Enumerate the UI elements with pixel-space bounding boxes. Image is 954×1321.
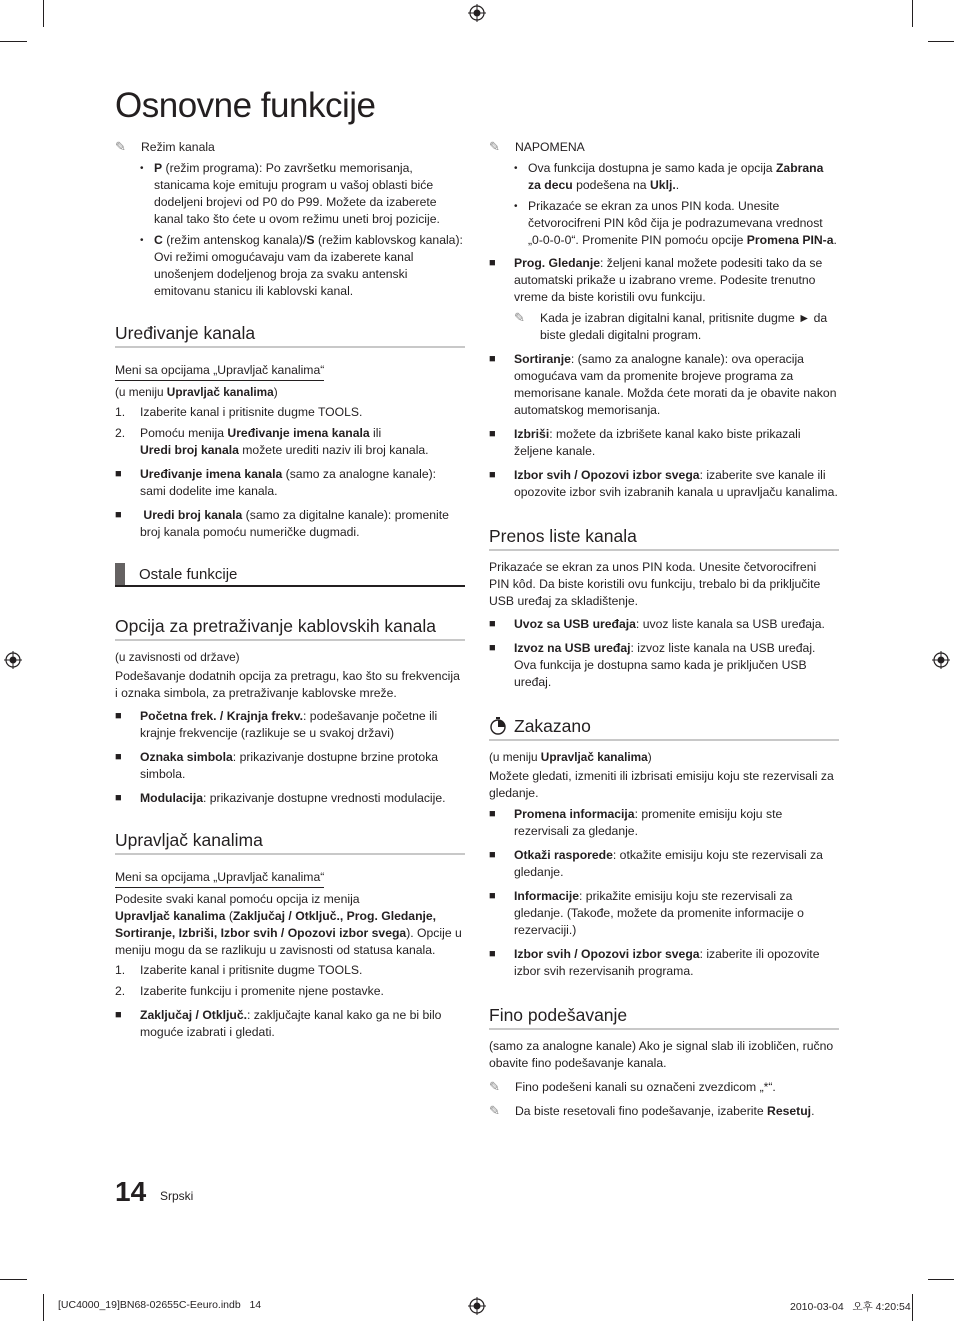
step: 1. Izaberite kanal i pritisnite dugme TOOLS. bbox=[115, 405, 363, 419]
pencil-note-icon: ✎ bbox=[115, 139, 126, 154]
list-item: ■ Sortiranje: (samo za analogne kanale): ova operacija omogućava vam da promenite brojeve programa za memorisane kanale. Možda ćete morati da je obavite nakon automatskog memorisanja. bbox=[489, 352, 837, 417]
list-item: ■ Izbor svih / Opozovi izbor svega: izaberite sve kanale ili opozovite izbor svih izabranih kanala u upravljaču kanalima. bbox=[489, 468, 838, 499]
page-title: Osnovne funkcije bbox=[115, 86, 376, 125]
section-heading: Prenos liste kanala bbox=[489, 525, 839, 551]
list-item: ■ Izbor svih / Opozovi izbor svega: izaberite ili opozovite izbor svih rezervisanih programa. bbox=[489, 947, 820, 978]
list-item: ■ Uređivanje imena kanala (samo za analogne kanale): sami dodelite ime kanala. bbox=[115, 467, 437, 498]
paragraph: Podesite svaki kanal pomoću opcija iz menija Upravljač kanalima (Zaključaj / Otključ., Prog. Gledanje, Sortiranje, Izbriši, Izbor svih / Opozovi izbor svega). Opcije u meniju mogu da se razlikuju u zavisnosti od statusa kanala. bbox=[115, 892, 462, 957]
square-bullet-icon: ■ bbox=[115, 468, 122, 480]
list-item: ■ Zaključaj / Otključ.: zaključajte kanal kako ga ne bi bilo moguće izabrati i gledati. bbox=[115, 1008, 442, 1039]
list-item: • Prikazaće se ekran za unos PIN koda. Unesite četvorocifreni PIN kôd čija je podrazumevana vrednost „0-0-0-0“. Promenite PIN pomoću opcije Promena PIN-a. bbox=[514, 199, 837, 247]
pencil-note-icon: ✎ bbox=[489, 1079, 500, 1094]
description: (režim kablovskog kanala): Ovi režimi omogućavaju vam da izaberete kanal unošenjem dodeljenog broja za svaku antenski emitovanu stanicu ili kablovski kanal. bbox=[154, 233, 463, 298]
bullet-icon: • bbox=[140, 163, 144, 174]
section-heading: Fino podešavanje bbox=[489, 1004, 839, 1030]
footer-date: 2010-03-04 오후 4:20:54 bbox=[790, 1301, 911, 1313]
crop-mark bbox=[912, 0, 913, 27]
section-heading: Opcija za pretraživanje kablovskih kanala bbox=[115, 615, 465, 641]
list-item: • Ova funkcija dostupna je samo kada je opcija Zabrana za decu podešena na Uklj.. bbox=[514, 161, 824, 192]
square-bullet-icon: ■ bbox=[115, 710, 122, 722]
crop-mark bbox=[928, 41, 954, 42]
pencil-note-icon: ✎ bbox=[489, 139, 500, 154]
description: (režim programa): Po završetku memorisanja, stanicama koje emituju program u vašoj oblasti biće dodeljeni brojevi od P0 do P99. Možete da izaberete kanal tako što ćete u ovom režimu uneti broj pozicije. bbox=[154, 161, 440, 226]
square-bullet-icon: ■ bbox=[115, 792, 122, 804]
pencil-note-icon: ✎ bbox=[489, 1103, 500, 1118]
list-item: ■ Otkaži rasporede: otkažite emisiju koju ste rezervisali za gledanje. bbox=[489, 848, 823, 879]
list-item: ■ Uvoz sa USB uređaja: uvoz liste kanala sa USB uređaja. bbox=[489, 617, 825, 631]
term: S bbox=[306, 233, 315, 247]
mode-note bbox=[115, 139, 465, 156]
square-bullet-icon: ■ bbox=[115, 509, 122, 521]
square-bullet-icon: ■ bbox=[115, 751, 122, 763]
context-line: (u meniju Upravljač kanalima) bbox=[489, 750, 652, 764]
sub-note: ✎ Kada je izabran digitalni kanal, pritisnite dugme ► da biste gledali digitalni program. bbox=[514, 310, 828, 342]
language-label: Srpski bbox=[160, 1189, 194, 1203]
crop-mark bbox=[0, 41, 27, 42]
term: C bbox=[154, 233, 163, 247]
note-text: Režim kanala bbox=[141, 140, 215, 154]
square-bullet-icon: ■ bbox=[115, 1009, 122, 1021]
square-bullet-icon: ■ bbox=[489, 642, 496, 654]
paragraph: Možete gledati, izmeniti ili izbrisati emisiju koju ste rezervisali za gledanje. bbox=[489, 769, 834, 800]
registration-mark-icon bbox=[4, 651, 22, 669]
square-bullet-icon: ■ bbox=[489, 890, 496, 902]
registration-mark-icon bbox=[468, 1297, 486, 1315]
list-item: ■ Prog. Gledanje: željeni kanal možete podesiti tako da se automatski prikaže u izabrano vreme. Podesite trenutno vreme da biste koristili ovu funkciju. bbox=[489, 256, 823, 304]
bullet-icon: • bbox=[140, 235, 144, 246]
description: (režim antenskog kanala)/ bbox=[162, 233, 307, 247]
context-line: (u meniju Upravljač kanalima) bbox=[115, 385, 278, 399]
paragraph: (samo za analogne kanale) Ako je signal slab ili izobličen, ručno obavite fino podešavanje kanala. bbox=[489, 1039, 834, 1070]
list-item: ■ Informacije: prikažite emisiju koju ste rezervisali za gledanje. (Takođe, možete da promenite informacije o rezervaciji.) bbox=[489, 889, 804, 937]
registration-mark-icon bbox=[932, 651, 950, 669]
list-item bbox=[140, 232, 465, 300]
list-item: ■ Izvoz na USB uređaj: izvoz liste kanala na USB uređaj. Ova funkcija je dostupna samo kada je priključen USB uređaj. bbox=[489, 641, 816, 689]
list-item: ■ Modulacija: prikazivanje dostupne vrednosti modulacije. bbox=[115, 791, 446, 805]
footer-file: [UC4000_19]BN68-02655C-Eeuro.indb 14 bbox=[58, 1299, 262, 1311]
subsection-heading: Ostale funkcije bbox=[115, 563, 465, 587]
square-bullet-icon: ■ bbox=[489, 353, 496, 365]
note-header: ✎ NAPOMENA bbox=[489, 139, 585, 154]
list-item: ■ Promena informacija: promenite emisiju koju ste rezervisali za gledanje. bbox=[489, 807, 783, 838]
section-heading bbox=[489, 715, 839, 741]
timer-icon bbox=[489, 717, 507, 735]
section-heading: Uređivanje kanala bbox=[115, 322, 465, 348]
left-column bbox=[115, 139, 465, 1041]
bullet-icon: • bbox=[514, 163, 518, 174]
note: ✎ Fino podešeni kanali su označeni zvezdicom „*“. bbox=[489, 1079, 776, 1094]
paragraph: Prikazaće se ekran za unos PIN koda. Unesite četvorocifreni PIN kôd. Da biste koristili ovu funkciju, trebalo bi da priključite USB uređaj za skladištenje. bbox=[489, 560, 821, 608]
term: P bbox=[154, 161, 163, 175]
section-heading: Upravljač kanalima bbox=[115, 829, 465, 855]
note: ✎ Da biste resetovali fino podešavanje, izaberite Resetuj. bbox=[489, 1103, 815, 1118]
square-bullet-icon: ■ bbox=[489, 618, 496, 630]
list-item: ■ Uredi broj kanala (samo za digitalne kanale): promenite broj kanala pomoću numeričke dugmadi. bbox=[115, 508, 449, 539]
list-item: ■ Izbriši: možete da izbrišete kanal kako biste prikazali željene kanale. bbox=[489, 427, 801, 458]
step: 2. Pomoću menija Uređivanje imena kanala ili Uredi broj kanala možete urediti naziv ili broj kanala. bbox=[115, 426, 429, 457]
heading-text: Zakazano bbox=[514, 716, 591, 736]
list-item bbox=[140, 160, 465, 228]
crop-mark bbox=[43, 1294, 44, 1321]
list-item: ■ Početna frek. / Krajnja frekv.: podešavanje početne ili krajnje frekvencije (razlikuje se u svakoj državi) bbox=[115, 709, 438, 740]
square-bullet-icon: ■ bbox=[489, 257, 496, 269]
menu-title: Meni sa opcijama „Upravljač kanalima“ bbox=[115, 869, 324, 888]
paragraph: Podešavanje dodatnih opcija za pretragu, kao što su frekvencija i oznaka simbola, za pretraživanje kablovske mreže. bbox=[115, 669, 460, 700]
step: 2. Izaberite funkciju i promenite njene postavke. bbox=[115, 984, 384, 998]
square-bullet-icon: ■ bbox=[489, 808, 496, 820]
square-bullet-icon: ■ bbox=[489, 469, 496, 481]
page-number: 14 bbox=[115, 1176, 147, 1207]
section-marker bbox=[115, 563, 125, 585]
step: 1. Izaberite kanal i pritisnite dugme TOOLS. bbox=[115, 963, 363, 977]
crop-mark bbox=[0, 1279, 27, 1280]
menu-title: Meni sa opcijama „Upravljač kanalima“ bbox=[115, 362, 324, 381]
list-item: ■ Oznaka simbola: prikazivanje dostupne brzine protoka simbola. bbox=[115, 750, 439, 781]
bullet-icon: • bbox=[514, 201, 518, 212]
context-line: (u zavisnosti od države) bbox=[115, 650, 240, 664]
square-bullet-icon: ■ bbox=[489, 428, 496, 440]
crop-mark bbox=[928, 1279, 954, 1280]
registration-mark-icon bbox=[468, 4, 486, 22]
square-bullet-icon: ■ bbox=[489, 849, 496, 861]
pencil-note-icon: ✎ bbox=[514, 310, 525, 325]
square-bullet-icon: ■ bbox=[489, 948, 496, 960]
crop-mark bbox=[43, 0, 44, 27]
crop-mark bbox=[912, 1294, 913, 1321]
right-column bbox=[489, 139, 839, 1120]
